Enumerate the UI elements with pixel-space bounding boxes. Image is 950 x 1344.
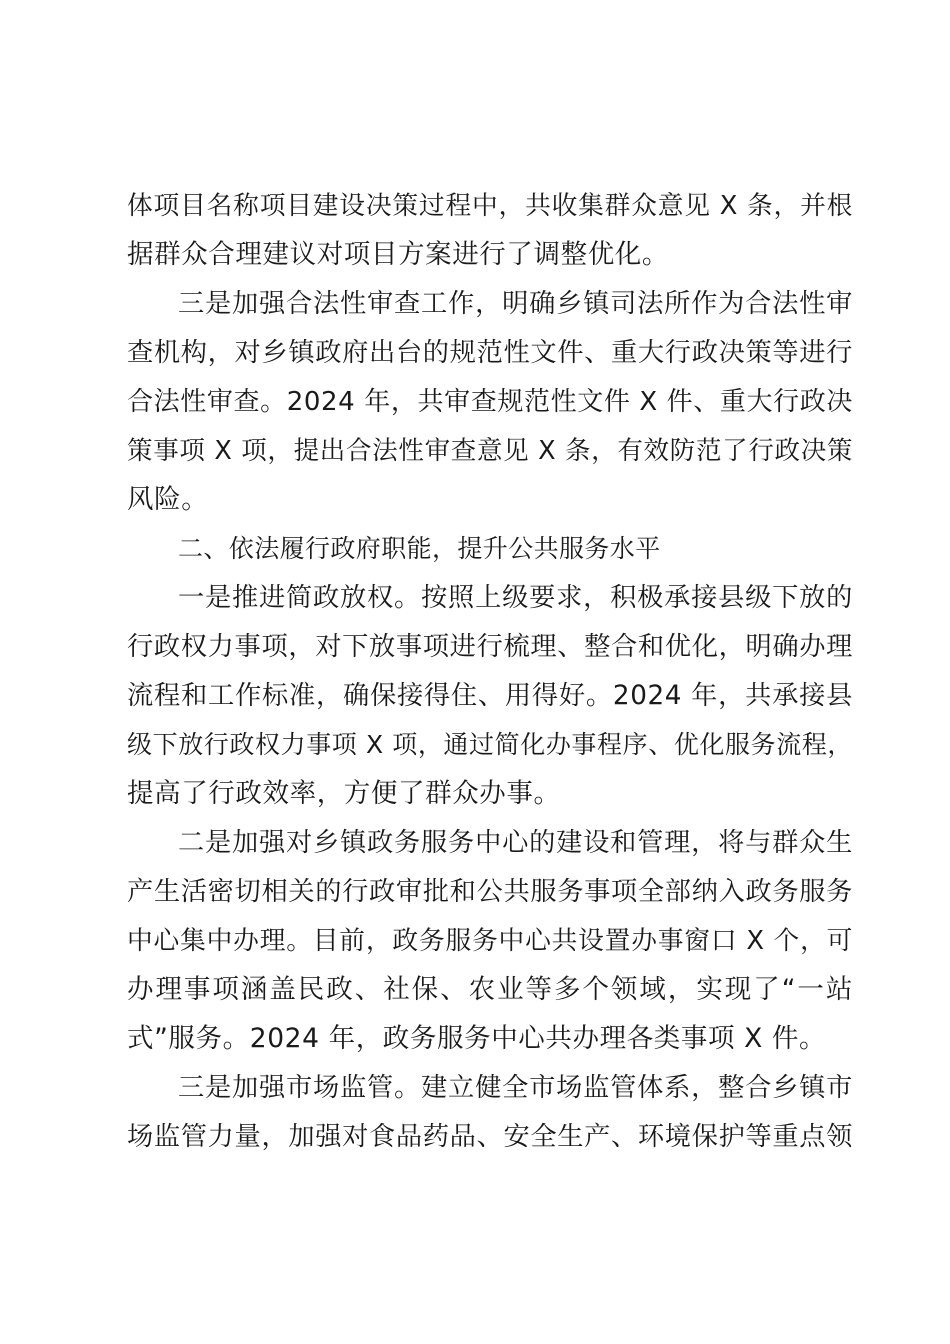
- text-line: 策事项 X 项，提出合法性审查意见 X 条，有效防范了行政决策: [127, 436, 853, 466]
- text-line: 合法性审查。2024 年，共审查规范性文件 X 件、重大行政决: [127, 387, 853, 417]
- text-line: 提高了行政效率，方便了群众办事。: [127, 778, 561, 809]
- text-line: 办理事项涵盖民政、社保、农业等多个领域，实现了“一站: [127, 974, 853, 1005]
- text-line: 流程和工作标准，确保接得住、用得好。2024 年，共承接县: [127, 681, 853, 711]
- text-line: 式”服务。2024 年，政务服务中心共办理各类事项 X 件。: [127, 1023, 827, 1054]
- text-line: 行政权力事项，对下放事项进行梳理、整合和优化，明确办理: [127, 632, 853, 662]
- text-line: 中心集中办理。目前，政务服务中心共设置办事窗口 X 个，可: [127, 926, 853, 956]
- text-line: 产生活密切相关的行政审批和公共服务事项全部纳入政务服务: [127, 877, 853, 907]
- paragraph-first-line: 三是加强合法性审查工作，明确乡镇司法所作为合法性审: [178, 289, 853, 319]
- text-line: 查机构，对乡镇政府出台的规范性文件、重大行政决策等进行: [127, 338, 853, 368]
- paragraph-first-line: 三是加强市场监管。建立健全市场监管体系，整合乡镇市: [178, 1073, 853, 1103]
- text-line: 场监管力量，加强对食品药品、安全生产、环境保护等重点领: [127, 1122, 853, 1152]
- text-line: 体项目名称项目建设决策过程中，共收集群众意见 X 条，并根: [127, 191, 853, 221]
- text-line: 级下放行政权力事项 X 项，通过简化办事程序、优化服务流程，: [127, 730, 854, 759]
- section-heading: 二、依法履行政府职能，提升公共服务水平: [178, 534, 661, 563]
- paragraph-first-line: 一是推进简政放权。按照上级要求，积极承接县级下放的: [178, 583, 853, 613]
- text-line: 风险。: [127, 484, 209, 515]
- text-line: 据群众合理建议对项目方案进行了调整优化。: [127, 239, 669, 270]
- paragraph-first-line: 二是加强对乡镇政务服务中心的建设和管理，将与群众生: [178, 828, 853, 858]
